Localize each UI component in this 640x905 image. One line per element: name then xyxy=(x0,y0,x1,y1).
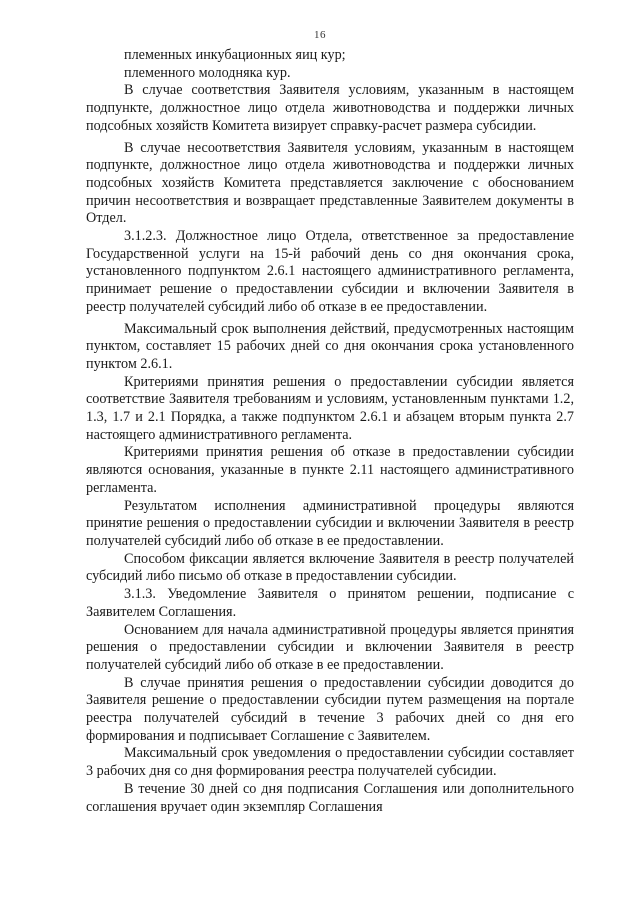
paragraph-15: В течение 30 дней со дня подписания Соглашения или дополнительного соглашения вручает один экземпляр Соглашения xyxy=(86,780,574,815)
paragraph-11: 3.1.3. Уведомление Заявителя о принятом решении, подписание с Заявителем Соглашения. xyxy=(86,586,574,620)
paragraph-5: 3.1.2.3. Должностное лицо Отдела, ответственное за предоставление Государственной услуги на 15-й рабочий день со дня окончания срока, установленного подпунктом 2.6.1 настоящего административного регламента, принимает решение о предоставлении субсидии и включении Заявителя в реестр получателей субсидий либо об отказе в ее предоставлении. xyxy=(86,228,574,315)
paragraph-10: Способом фиксации является включение Заявителя в реестр получателей субсидий либо письмо об отказе в предоставлении субсидии. xyxy=(86,550,574,585)
page-number: 16 xyxy=(314,29,326,41)
paragraph-13: В случае принятия решения о предоставлении субсидии доводится до Заявителя решение о предоставлении субсидии путем размещения на портале реестра получателей субсидий в течение 3 рабочих дней со дня его формирования и подписывает Соглашение с Заявителем. xyxy=(86,674,574,744)
paragraph-14: Максимальный срок уведомления о предоставлении субсидии составляет 3 рабочих дня со дня формирования реестра получателей субсидии. xyxy=(86,745,574,780)
paragraph-1: племенных инкубационных яиц кур; xyxy=(124,47,346,63)
paragraph-8: Критериями принятия решения об отказе в предоставлении субсидии являются основания, указанные в пункте 2.11 настоящего административного регламента. xyxy=(86,444,574,496)
paragraph-7: Критериями принятия решения о предоставлении субсидии является соответствие Заявителя требованиям и условиям, установленным пунктами 1.2, 1.3, 1.7 и 2.1 Порядка, а также подпунктом 2.6.1 и абзацем вторым пункта 2.7 настоящего административного регламента. xyxy=(86,373,574,443)
paragraph-6: Максимальный срок выполнения действий, предусмотренных настоящим пунктом, составляет 15 рабочих дней со дня окончания срока установленного пунктом 2.6.1. xyxy=(86,320,574,372)
paragraph-12: Основанием для начала административной процедуры является принятия решения о предоставлении субсидии и включении Заявителя в реестр получателей субсидий либо об отказе в ее предоставлении. xyxy=(86,621,574,673)
document-body xyxy=(86,47,574,816)
paragraph-3: В случае соответствия Заявителя условиям, указанным в настоящем подпункте, должностное лицо отдела животноводства и поддержки личных подсобных хозяйств Комитета визирует справку-расчет размера субсидии. xyxy=(86,82,574,134)
paragraph-9: Результатом исполнения административной процедуры являются принятие решения о предоставлении субсидии и включении Заявителя в реестр получателей субсидий либо об отказе в ее предоставлении. xyxy=(86,497,574,549)
paragraph-2: племенного молодняка кур. xyxy=(124,64,291,81)
paragraph-4: В случае несоответствия Заявителя условиям, указанным в настоящем подпункте, должностное лицо отдела животноводства и поддержки личных подсобных хозяйств Комитета представляется заключение с обоснованием причин несоответствия и возвращает представленные Заявителем документы в Отдел. xyxy=(86,139,574,227)
